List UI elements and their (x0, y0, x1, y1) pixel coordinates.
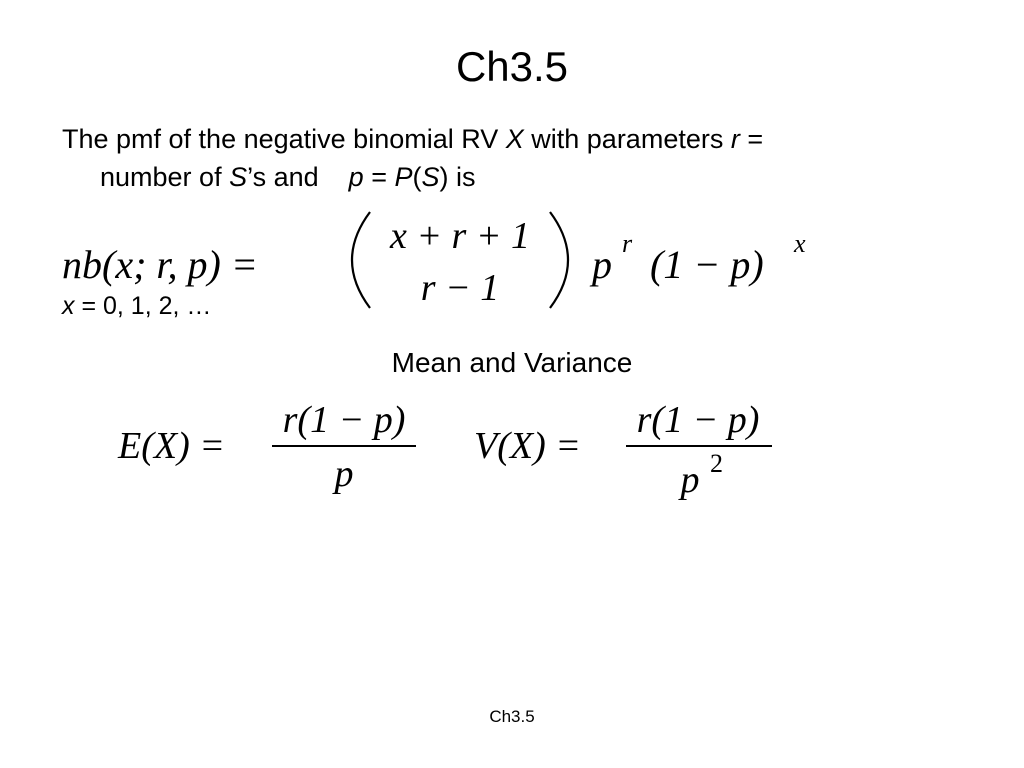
mean-lhs: E(X) = (118, 425, 225, 467)
pmf-lhs: nb(x; r, p) = (62, 242, 258, 287)
intro-text-segment: number of (100, 162, 230, 192)
variable-x: x (62, 292, 75, 320)
intro-text-segment: ( (412, 162, 422, 192)
slide-title: Ch3.5 (455, 43, 569, 90)
variance-denominator-exponent: 2 (710, 449, 723, 478)
mean-variance-heading: Mean and Variance (391, 347, 633, 378)
support-values: = 0, 1, 2, … (74, 292, 212, 320)
slide-footer: Ch3.5 (489, 707, 535, 726)
equals-sign: = (739, 124, 764, 154)
one-minus-p: (1 − p) (650, 242, 764, 287)
binomial-right-paren (550, 212, 568, 308)
variable-S: S (229, 162, 248, 192)
factor-exponent: x (794, 229, 806, 258)
intro-text-segment: ) is (439, 162, 476, 192)
variable-X: X (505, 124, 524, 154)
p-base: p (592, 242, 612, 287)
intro-text-segment: The pmf of the negative binomial RV (62, 124, 506, 154)
variable-S: S (421, 162, 440, 192)
intro-text-segment: ’s and (247, 162, 319, 192)
p-exponent: r (622, 229, 633, 258)
intro-text-segment: with parameters (523, 124, 731, 154)
binomial-left-paren (352, 212, 370, 308)
variance-lhs: V(X) = (474, 425, 581, 467)
variance-denominator-base: p (680, 459, 700, 501)
mean-denominator: p (334, 453, 354, 495)
binomial-bottom: r − 1 (420, 267, 500, 309)
intro-text-segment: = (363, 162, 395, 192)
binomial-top: x + r + 1 (390, 215, 530, 257)
variable-r: r (730, 124, 740, 154)
variance-formula (474, 399, 772, 501)
mean-numerator: r(1 − p) (282, 399, 406, 441)
variable-P: P (394, 162, 413, 192)
variable-p: p (348, 162, 364, 192)
support-statement (62, 290, 211, 322)
variance-numerator: r(1 − p) (636, 399, 760, 441)
mean-formula (117, 399, 416, 495)
